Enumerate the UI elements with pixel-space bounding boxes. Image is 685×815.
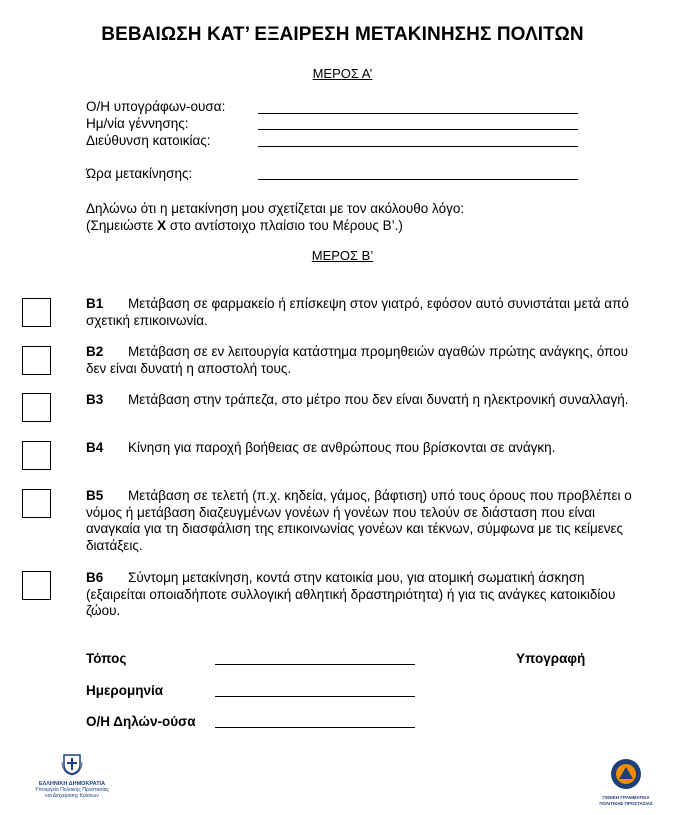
checkbox-b3[interactable] xyxy=(22,393,51,422)
option-text: Μετάβαση σε φαρμακείο ή επίσκεψη στον γιατρό, εφόσον αυτό συνιστάται μετά από σχετική επικοινωνία. xyxy=(86,296,629,328)
place-field[interactable] xyxy=(215,664,415,665)
option-text: Μετάβαση στην τράπεζα, στο μέτρο που δεν είναι δυνατή η ηλεκτρονική συναλλαγή. xyxy=(128,392,629,407)
option-text: Μετάβαση σε εν λειτουργία κατάστημα προμηθειών αγαθών πρώτης ανάγκης, όπου δεν είναι δυνατή η αποστολή τους. xyxy=(86,344,629,376)
civil-protection-logo xyxy=(590,758,662,806)
option-code: Β2 xyxy=(86,344,104,359)
option-b3 xyxy=(86,392,646,409)
civil-protection-emblem-icon xyxy=(610,758,642,790)
logo-left-title: ΕΛΛΗΝΙΚΗ ΔΗΜΟΚΡΑΤΙΑ xyxy=(38,781,106,787)
checkbox-b5[interactable] xyxy=(22,489,51,518)
option-code: Β5 xyxy=(86,488,104,503)
greek-coat-of-arms-icon xyxy=(60,752,84,776)
place-label: Τόπος xyxy=(86,651,127,666)
option-text: Μετάβαση σε τελετή (π.χ. κηδεία, γάμος, βάφτιση) υπό τους όρους που προβλέπει ο νόμος ή μετάβαση διαζευγμένων γονέων ή γονέων που τελούν σε διάσταση που είναι αναγκαία για τη διασφάλιση της επικοινωνίας γονέων και τέκνων, σύμφωνα με τις κείμενες διατάξεις. xyxy=(86,488,632,553)
declaration-note-x: Χ xyxy=(157,218,167,233)
option-b5 xyxy=(86,488,646,554)
checkbox-b2[interactable] xyxy=(22,346,51,375)
movement-time-field[interactable] xyxy=(258,179,578,180)
part-b-heading: ΜΕΡΟΣ Β’ xyxy=(311,248,374,263)
option-code: Β4 xyxy=(86,440,104,455)
document-title: ΒΕΒΑΙΩΣΗ ΚΑΤ’ ΕΞΑΙΡΕΣΗ ΜΕΤΑΚΙΝΗΣΗΣ ΠΟΛΙΤΩΝ xyxy=(101,24,584,45)
declarant-label: Ο/Η Δηλών-ούσα xyxy=(86,714,196,729)
option-b2 xyxy=(86,344,646,377)
part-a-heading: ΜΕΡΟΣ Α’ xyxy=(312,66,373,81)
option-text: Σύντομη μετακίνηση, κοντά στην κατοικία μου, για ατομική σωματική άσκηση (εξαιρείται οποιαδήποτε συλλογική αθλητική δραστηριότητα) ή για τις ανάγκες κατοικιδίου ζώου. xyxy=(86,570,616,618)
movement-time-label: Ώρα μετακίνησης: xyxy=(86,166,193,181)
hellenic-republic-logo xyxy=(22,752,122,799)
declarant-field[interactable] xyxy=(215,727,415,728)
signature-label: Υπογραφή xyxy=(516,651,586,666)
option-b6 xyxy=(86,570,646,620)
date-field[interactable] xyxy=(215,696,415,697)
birth-date-label: Ημ/νία γέννησης: xyxy=(86,116,189,131)
logo-right-line2: ΠΟΛΙΤΙΚΗΣ ΠΡΟΣΤΑΣΙΑΣ xyxy=(599,800,653,806)
signer-name-label: Ο/Η υπογράφων-ουσα: xyxy=(86,99,226,114)
declaration-note-pre: (Σημειώστε xyxy=(86,218,158,233)
address-field[interactable] xyxy=(258,146,578,147)
logo-left-sub1: Υπουργείο Πολιτικής Προστασίας xyxy=(35,787,109,793)
address-label: Διεύθυνση κατοικίας: xyxy=(86,133,211,148)
logo-right-line1: ΓΕΝΙΚΗ ΓΡΑΜΜΑΤΕΙΑ xyxy=(602,795,650,800)
declaration-line: Δηλώνω ότι η μετακίνηση μου σχετίζεται με τον ακόλουθο λόγο: xyxy=(86,201,465,216)
birth-date-field[interactable] xyxy=(258,129,578,130)
option-code: Β6 xyxy=(86,570,104,585)
checkbox-b4[interactable] xyxy=(22,441,51,470)
logo-left-sub2: και Διαχείρισης Κρίσεων xyxy=(45,793,99,799)
option-b4 xyxy=(86,440,646,457)
option-code: Β1 xyxy=(86,296,104,311)
declaration-note xyxy=(86,217,403,234)
checkbox-b1[interactable] xyxy=(22,298,51,327)
checkbox-b6[interactable] xyxy=(22,571,51,600)
option-b1 xyxy=(86,296,646,329)
option-code: Β3 xyxy=(86,392,104,407)
option-text: Κίνηση για παροχή βοήθειας σε ανθρώπους που βρίσκονται σε ανάγκη. xyxy=(128,440,556,455)
date-label: Ημερομηνία xyxy=(86,683,164,698)
declaration-note-post: στο αντίστοιχο πλαίσιο του Μέρους Β’.) xyxy=(166,218,403,233)
signer-name-field[interactable] xyxy=(258,113,578,114)
